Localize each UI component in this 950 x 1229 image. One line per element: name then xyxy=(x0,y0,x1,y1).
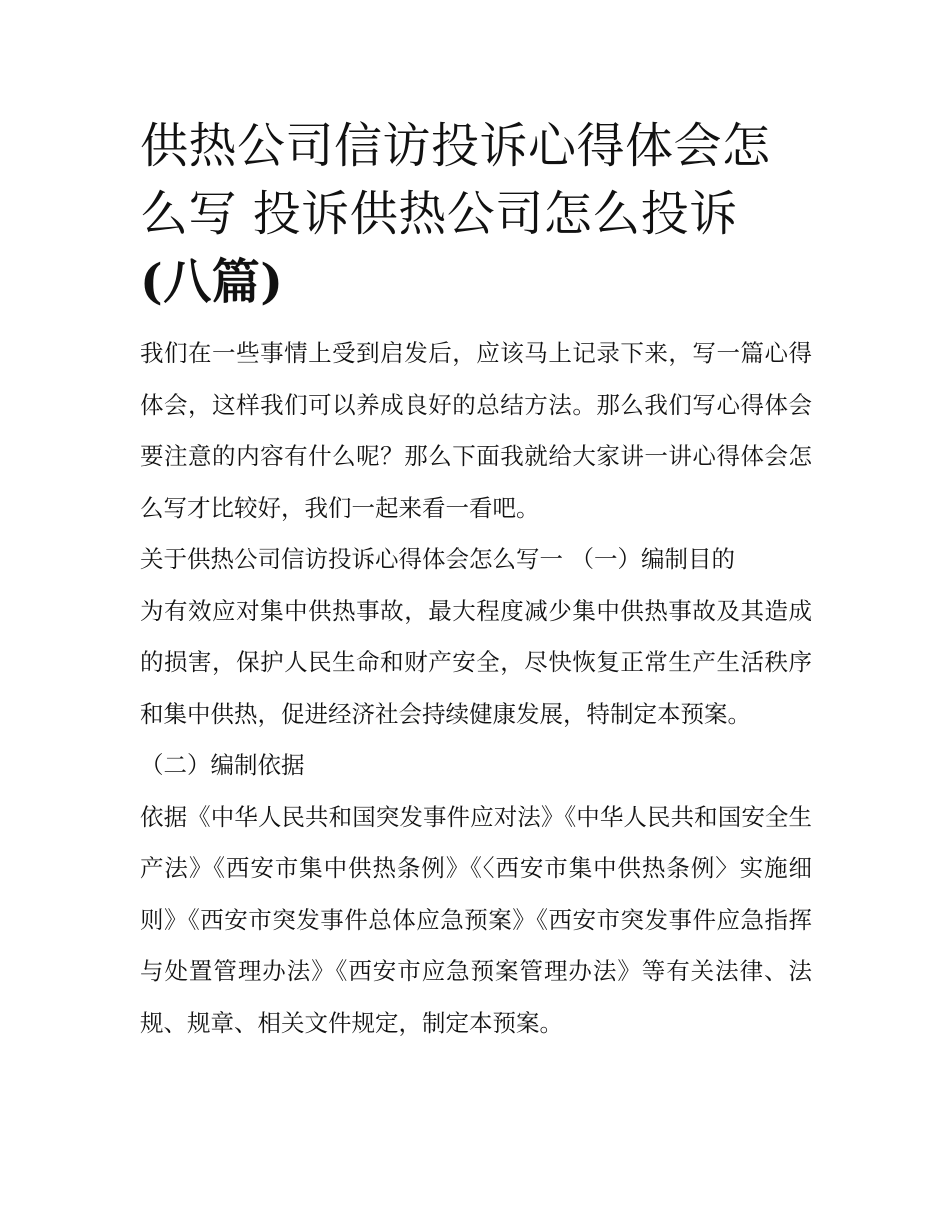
section-heading: （二）编制依据 xyxy=(140,751,305,779)
basis-paragraph: 依据《中华人民共和国突发事件应对法》《中华人民共和国安全生产法》《西安市集中供热条例》《〈西安市集中供热条例〉实施细则》《西安市突发事件总体应急预案》《西安市突发事件应急指挥与处置管理办法》《西安市应急预案管理办法》等有关法律、法规、规章、相关文件规定，制定本预案。 xyxy=(140,802,812,1037)
section-heading: 关于供热公司信访投诉心得体会怎么写一 （一）编制目的 xyxy=(140,545,735,573)
document-content xyxy=(140,112,812,1049)
title-line: 么写 投诉供热公司怎么投诉 xyxy=(140,186,738,242)
purpose-paragraph: 为有效应对集中供热事故，最大程度减少集中供热事故及其造成的损害，保护人民生命和财产安全，尽快恢复正常生产生活秩序和集中供热，促进经济社会持续健康发展，特制定本预案。 xyxy=(140,596,812,728)
title-line: (八篇) xyxy=(140,254,284,310)
document-title xyxy=(140,112,812,316)
title-line: 供热公司信访投诉心得体会怎 xyxy=(140,118,771,174)
intro-paragraph: 我们在一些事情上受到启发后，应该马上记录下来，写一篇心得体会，这样我们可以养成良好的总结方法。那么我们写心得体会要注意的内容有什么呢？那么下面我就给大家讲一讲心得体会怎么写才比较好，我们一起来看一看吧。 xyxy=(140,339,812,522)
document-body xyxy=(140,328,812,1049)
